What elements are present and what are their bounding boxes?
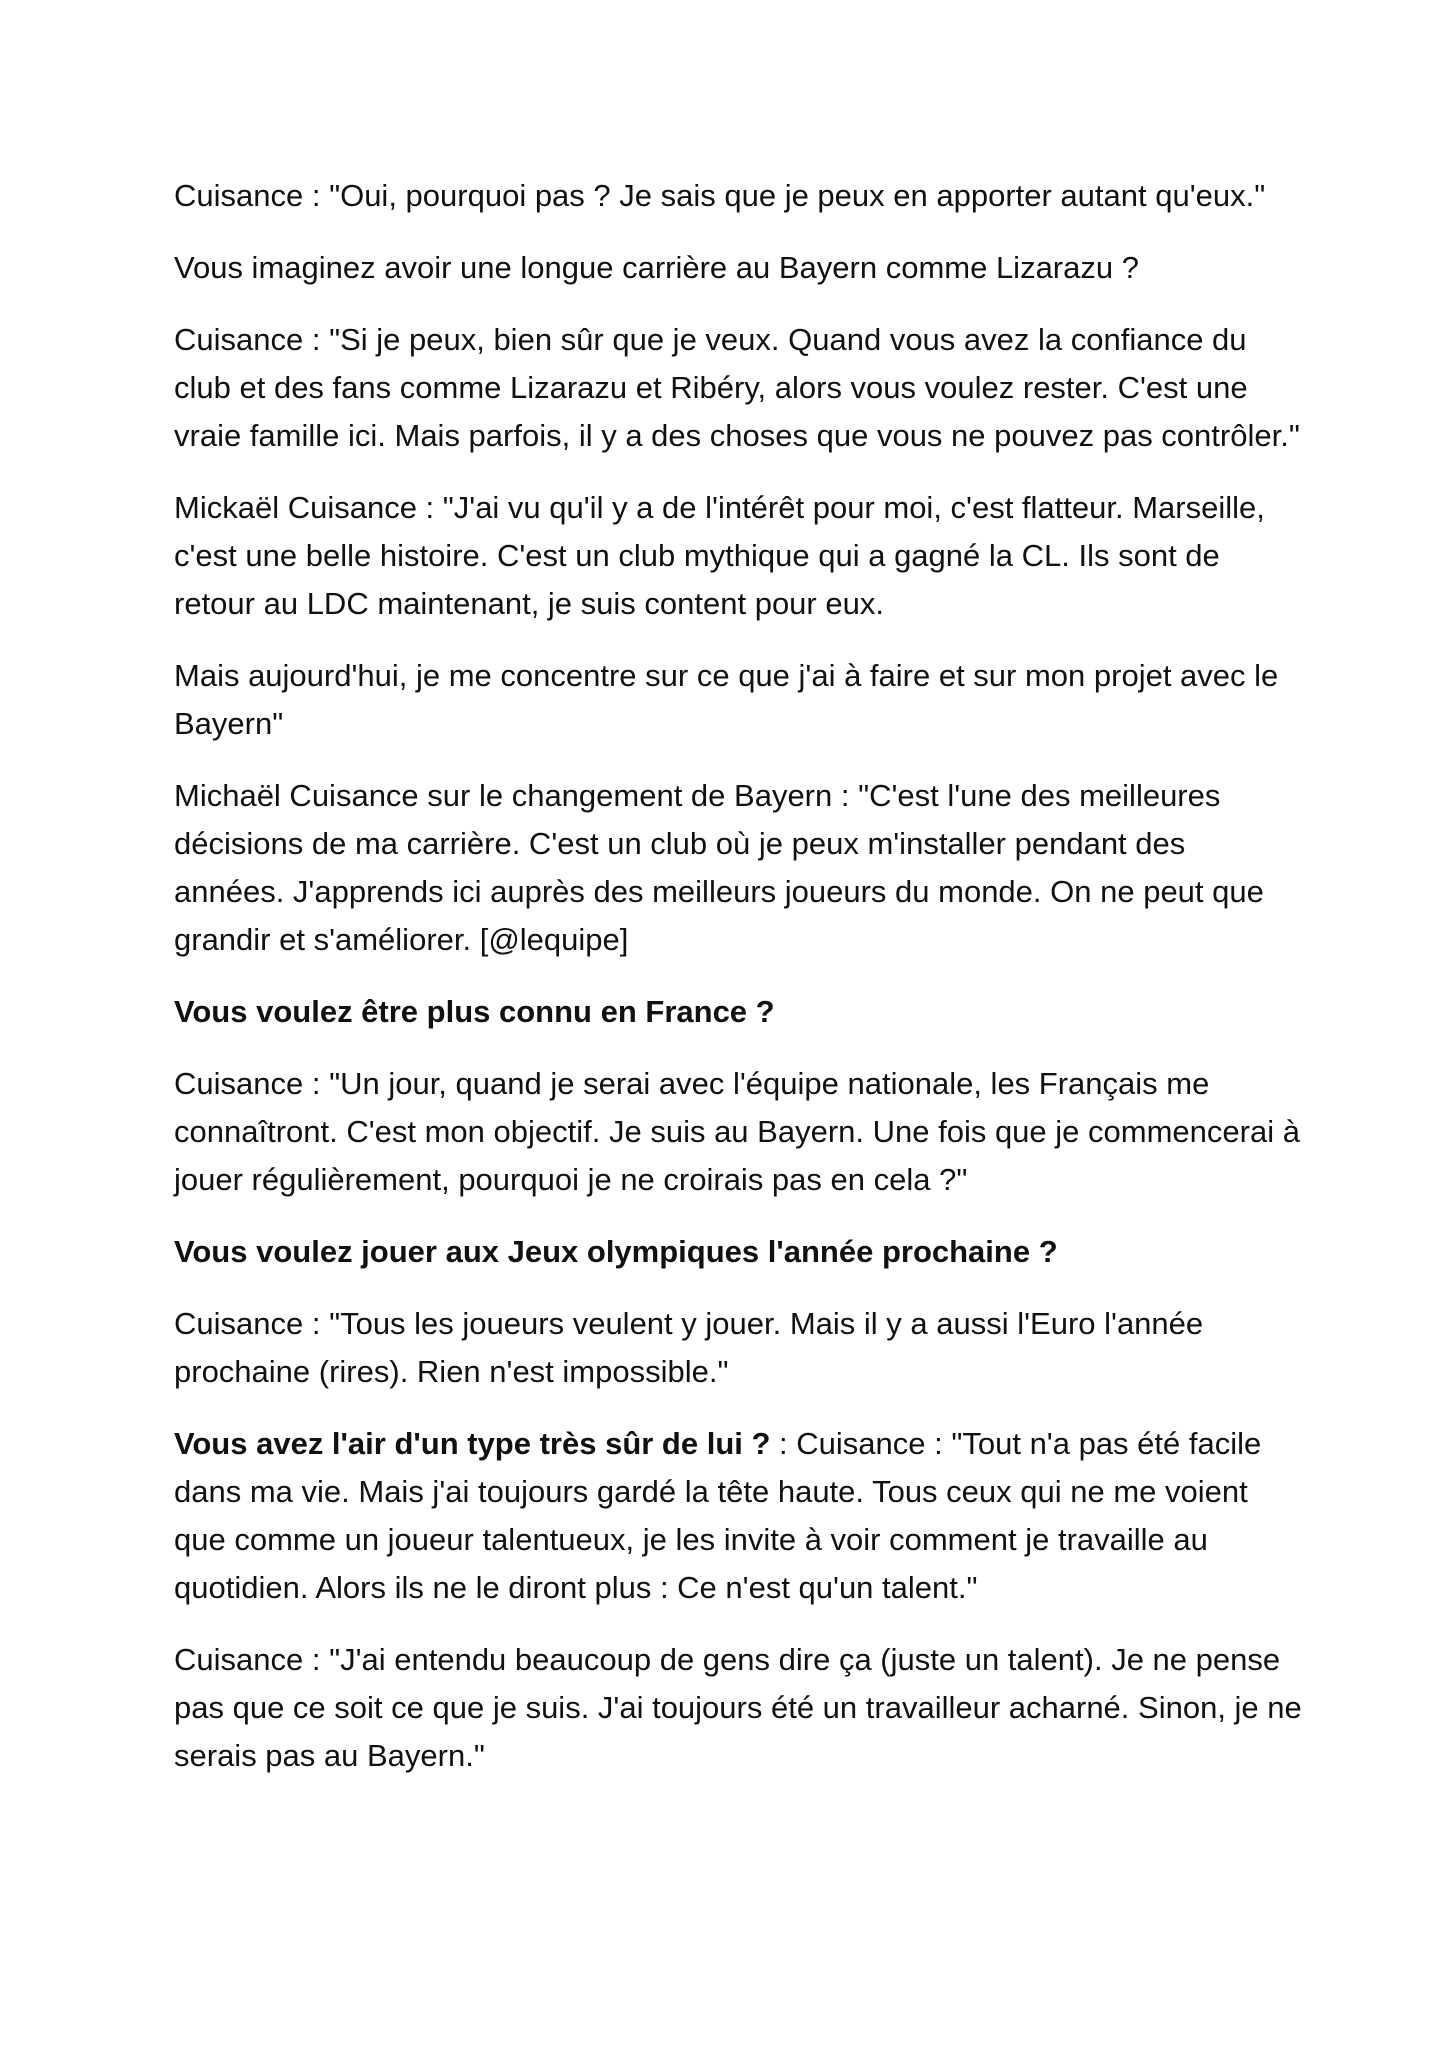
paragraph: Mais aujourd'hui, je me concentre sur ce que j'ai à faire et sur mon projet avec le Bayern" (174, 658, 1279, 741)
answer-text: : Cuisance : "Tout n'a pas été facile dans ma vie. Mais j'ai toujours gardé la tête haute. Tous ceux qui ne me voient que comme un joueur talentueux, je les invite à voir comment je travaille au quotidien. Alors ils ne le diront plus : Ce n'est qu'un talent." (174, 1426, 1262, 1605)
paragraph: Cuisance : "Un jour, quand je serai avec l'équipe nationale, les Français me connaîtront. C'est mon objectif. Je suis au Bayern. Une fois que je commencerai à jouer régulièrement, pourquoi je ne croirais pas en cela ?" (174, 1066, 1300, 1197)
question-bold: Vous voulez être plus connu en France ? (174, 994, 775, 1029)
question-bold: Vous avez l'air d'un type très sûr de lui ? (174, 1426, 771, 1461)
paragraph: Cuisance : "Tous les joueurs veulent y jouer. Mais il y a aussi l'Euro l'année prochaine (rires). Rien n'est impossible." (174, 1306, 1204, 1389)
mixed-paragraph (174, 1420, 1304, 1612)
paragraph: Cuisance : "Oui, pourquoi pas ? Je sais que je peux en apporter autant qu'eux." (174, 178, 1266, 213)
paragraph: Mickaël Cuisance : "J'ai vu qu'il y a de l'intérêt pour moi, c'est flatteur. Marseille, c'est une belle histoire. C'est un club mythique qui a gagné la CL. Ils sont de retour au LDC maintenant, je suis content pour eux. (174, 490, 1265, 621)
paragraph: Michaël Cuisance sur le changement de Bayern : "C'est l'une des meilleures décisions de ma carrière. C'est un club où je peux m'installer pendant des années. J'apprends ici auprès des meilleurs joueurs du monde. On ne peut que grandir et s'améliorer. [@lequipe] (174, 778, 1264, 957)
question-heading (174, 1228, 1304, 1276)
question-bold: Vous voulez jouer aux Jeux olympiques l'année prochaine ? (174, 1234, 1058, 1269)
question-text: Vous imaginez avoir une longue carrière au Bayern comme Lizarazu ? (174, 250, 1139, 285)
paragraph: Cuisance : "Si je peux, bien sûr que je veux. Quand vous avez la confiance du club et des fans comme Lizarazu et Ribéry, alors vous voulez rester. C'est une vraie famille ici. Mais parfois, il y a des choses que vous ne pouvez pas contrôler." (174, 322, 1300, 453)
paragraph: Cuisance : "J'ai entendu beaucoup de gens dire ça (juste un talent). Je ne pense pas que ce soit ce que je suis. J'ai toujours été un travailleur acharné. Sinon, je ne serais pas au Bayern." (174, 1642, 1302, 1773)
question-heading (174, 988, 1304, 1036)
document-body (174, 172, 1304, 1804)
